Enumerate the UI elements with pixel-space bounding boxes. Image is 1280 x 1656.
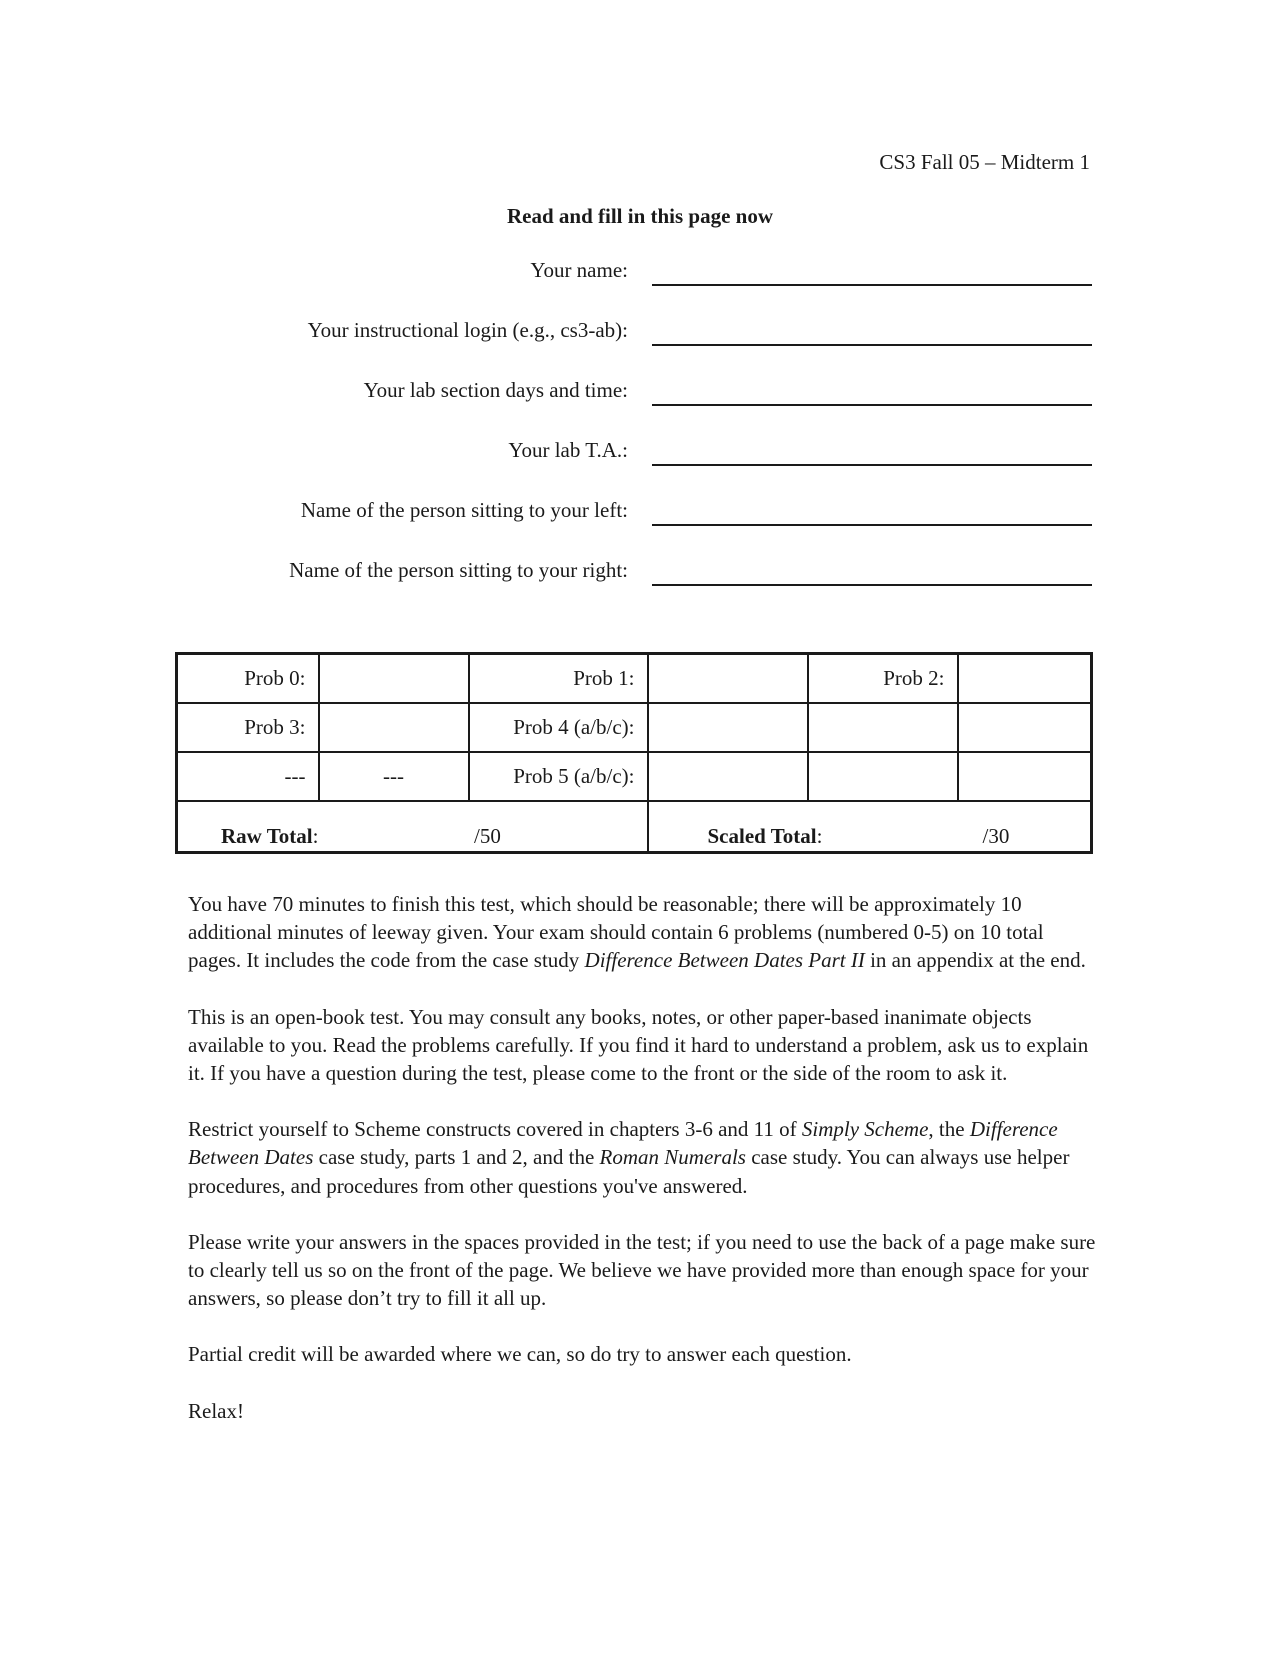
instruction-time-text: You have 70 minutes to finish this test, which should be reasonable; there will be approximately 10 additional minutes of leeway given. Your exam should contain 6 problems (numbered 0-5) on 10 total pages. It includes the code from the case study <box>188 892 1044 973</box>
instruction-time-text-end: in an appendix at the end. <box>864 948 1086 973</box>
exam-header: CS3 Fall 05 – Midterm 1 <box>879 150 1090 174</box>
raw-total-label-group <box>221 824 318 849</box>
raw-total-label: Raw Total <box>221 824 313 848</box>
restrictions-text-a: Restrict yourself to Scheme constructs covered in chapters 3-6 and 11 of <box>188 1117 802 1142</box>
table-row <box>177 654 1092 703</box>
prob4-label: Prob 4 (a/b/c): <box>469 703 648 752</box>
prob3-label: Prob 3: <box>177 703 319 752</box>
right-neighbor-field-row <box>0 558 1280 618</box>
scaled-total-cell[interactable] <box>648 801 1092 853</box>
prob4b-score-cell[interactable] <box>808 703 958 752</box>
name-field-row <box>0 258 1280 318</box>
name-label: Your name: <box>530 258 628 282</box>
prob3-score-cell[interactable] <box>319 703 469 752</box>
empty-label-dash: --- <box>177 752 319 801</box>
right-neighbor-label: Name of the person sitting to your right: <box>289 558 628 582</box>
prob2-label: Prob 2: <box>808 654 958 703</box>
prob5a-score-cell[interactable] <box>648 752 808 801</box>
book-title: Simply Scheme <box>801 1117 929 1142</box>
login-label: Your instructional login (e.g., cs3-ab): <box>307 318 628 342</box>
instruction-time <box>188 890 1098 975</box>
right-neighbor-input-line[interactable] <box>652 584 1092 586</box>
lab-ta-field-row <box>0 438 1280 498</box>
scaled-total-label: Scaled Total <box>707 824 817 848</box>
student-info-form <box>0 258 1280 618</box>
prob0-label: Prob 0: <box>177 654 319 703</box>
login-field-row <box>0 318 1280 378</box>
instruction-partial-credit: Partial credit will be awarded where we can, so do try to answer each question. <box>188 1342 852 1367</box>
instruction-restrictions <box>188 1115 1098 1200</box>
lab-ta-label: Your lab T.A.: <box>508 438 628 462</box>
prob1-label: Prob 1: <box>469 654 648 703</box>
lab-ta-input-line[interactable] <box>652 464 1092 466</box>
lab-section-input-line[interactable] <box>652 404 1092 406</box>
prob4c-score-cell[interactable] <box>958 703 1092 752</box>
name-input-line[interactable] <box>652 284 1092 286</box>
prob0-score-cell[interactable] <box>319 654 469 703</box>
left-neighbor-label: Name of the person sitting to your left: <box>300 498 628 522</box>
table-row <box>177 752 1092 801</box>
prob2-score-cell[interactable] <box>958 654 1092 703</box>
login-input-line[interactable] <box>652 344 1092 346</box>
restrictions-text-c: case study, parts 1 and 2, and the <box>313 1145 600 1170</box>
totals-row <box>177 801 1092 853</box>
scaled-total-max: /30 <box>982 824 1010 848</box>
raw-total-colon: : <box>312 824 319 848</box>
dates-case-study-title: Difference Between Dates <box>188 1117 1058 1170</box>
prob5c-score-cell[interactable] <box>958 752 1092 801</box>
prob5b-score-cell[interactable] <box>808 752 958 801</box>
table-row <box>177 703 1092 752</box>
prob4a-score-cell[interactable] <box>648 703 808 752</box>
case-study-title: Difference Between Dates Part II <box>584 948 865 973</box>
instruction-relax: Relax! <box>188 1398 244 1423</box>
left-neighbor-field-row <box>0 498 1280 558</box>
raw-total-max: /50 <box>474 824 501 848</box>
empty-score-dash: --- <box>319 752 469 801</box>
instruction-open-book: This is an open-book test. You may consult any books, notes, or other paper-based inanimate objects available to you. Read the problems carefully. If you find it hard to understand a problem, ask us to explain it. If you have a question during the test, please come to the front or the side of the room to ask it. <box>188 1004 1089 1086</box>
scaled-total-colon: : <box>816 824 823 848</box>
page-title: Read and fill in this page now <box>506 204 774 228</box>
prob5-label: Prob 5 (a/b/c): <box>469 752 648 801</box>
score-table <box>175 652 1093 854</box>
lab-section-field-row <box>0 378 1280 438</box>
roman-case-study-title: Roman Numerals <box>599 1145 746 1170</box>
instruction-answer-space: Please write your answers in the spaces provided in the test; if you need to use the back of a page make sure to clearly tell us so on the front of the page. We believe we have provided more than enough space for your answers, so please don’t try to fill it all up. <box>188 1229 1096 1311</box>
restrictions-text-d: case study. You can always use helper procedures, and procedures from other questions you've answered. <box>188 1145 1070 1198</box>
prob1-score-cell[interactable] <box>648 654 808 703</box>
scaled-total-label-group <box>708 824 823 849</box>
left-neighbor-input-line[interactable] <box>652 524 1092 526</box>
lab-section-label: Your lab section days and time: <box>363 378 628 402</box>
instructions <box>188 890 1098 1453</box>
restrictions-text-b: , the <box>928 1117 970 1142</box>
raw-total-cell[interactable] <box>177 801 648 853</box>
